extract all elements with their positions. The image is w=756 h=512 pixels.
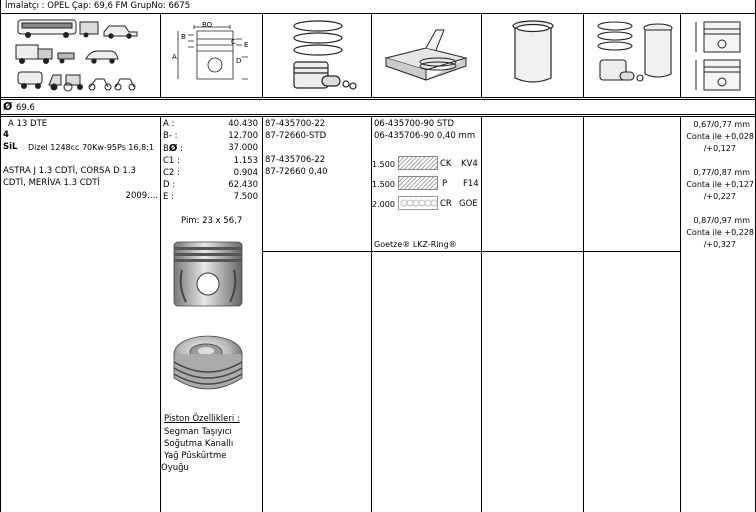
dim-label-a: A :	[163, 119, 175, 129]
piston-code: 87-435700-22	[265, 119, 326, 129]
oversize-pistons-icon	[684, 16, 754, 96]
piston-code: 87-435706-22	[265, 155, 326, 165]
ring-width: 1.500	[372, 160, 395, 169]
diagram-label-bo: BO	[202, 21, 213, 29]
dim-value-c1: 1.153	[233, 156, 258, 166]
grid-line	[262, 251, 680, 252]
header-text: İmalatçı : OPEL Çap: 69,6 FM GrupNo: 6675	[5, 1, 191, 11]
ring-type: CK	[440, 159, 452, 169]
dim-value-a: 40.430	[228, 119, 258, 129]
ring-spec: KV4	[461, 159, 478, 169]
clearance-note: Conta ile +0,127	[686, 180, 754, 189]
grid-line	[680, 13, 681, 97]
piston-code: 87-72660-STD	[265, 131, 327, 141]
sil-label: SiL	[3, 142, 18, 152]
piston-code: 87-72660 0,40	[265, 167, 328, 177]
grid-line	[0, 13, 756, 14]
grid-line	[0, 116, 756, 117]
grid-line	[371, 13, 372, 97]
engine-spec: Dizel 1248cc 70Kw-95Ps 16,8:1	[28, 143, 154, 152]
grid-line	[371, 116, 372, 512]
dim-label-b-minus: B- :	[163, 131, 178, 141]
ring-code: 06-435700-90 STD	[374, 119, 455, 129]
clearance-note: /+0,227	[703, 192, 736, 201]
piston-feature-item: Soğutma Kanallı	[164, 439, 234, 449]
ring-width: 1.500	[372, 180, 395, 189]
piston-feature-item: Segman Taşıyıcı	[164, 427, 232, 437]
dim-value-b-dia: 37.000	[228, 143, 258, 153]
ring-type: CR	[440, 199, 452, 209]
ring-compression-icon	[398, 156, 438, 170]
diagram-label-e: E	[244, 41, 249, 49]
ring-type: P	[442, 179, 448, 189]
dim-value-c2: 0.904	[233, 168, 258, 178]
cylinder-liner-icon	[500, 18, 566, 94]
piston-side-photo	[170, 240, 246, 312]
clearance-note: Conta ile +0,028	[686, 132, 754, 141]
ring-code: 06-435706-90 0,40 mm	[374, 131, 476, 141]
models-line-1: ASTRA J 1.3 CDTİ, CORSA D 1.3	[3, 166, 136, 176]
dim-label-c2: C2 :	[163, 168, 180, 178]
diameter-value: 69.6	[16, 103, 35, 113]
grid-line	[0, 99, 756, 100]
ring-spec: GOE	[459, 199, 478, 209]
ring-set-box-icon	[376, 20, 478, 92]
grid-line	[0, 0, 1, 512]
grid-line	[0, 97, 756, 98]
dim-value-e: 7.500	[233, 192, 258, 202]
ring-oil-control-icon	[398, 196, 438, 210]
piston-feature-item: Oyuğu	[161, 463, 189, 473]
diagram-label-d: D	[236, 57, 242, 65]
grid-line	[262, 13, 263, 97]
clearance-range: 0,67/0,77 mm	[693, 120, 750, 129]
ring-brand: Goetze® LKZ-Ring®	[374, 240, 457, 249]
grid-line	[481, 13, 482, 97]
grid-line	[0, 114, 756, 115]
dim-label-d: D :	[163, 180, 176, 190]
full-kit-icon	[590, 16, 678, 96]
ring-scraper-icon	[398, 176, 438, 190]
diameter-symbol: Ø	[3, 100, 13, 113]
pin-size: Pim: 23 x 56,7	[181, 216, 243, 226]
grid-line	[160, 13, 161, 97]
dim-label-b-dia: BØ :	[163, 143, 183, 154]
diagram-label-c: C	[231, 38, 236, 46]
grid-line	[583, 116, 584, 512]
grid-line	[680, 116, 681, 512]
ring-width: 2.000	[372, 200, 395, 209]
dim-label-e: E :	[163, 192, 174, 202]
piston-top-photo	[170, 326, 246, 398]
dim-label-c1: C1 :	[163, 156, 180, 166]
clearance-range: 0,87/0,97 mm	[693, 216, 750, 225]
diagram-label-a: A	[172, 53, 177, 61]
model-year: 2009....	[125, 191, 158, 201]
piston-features-title: Piston Özellikleri :	[164, 414, 240, 424]
piston-dimension-diagram	[164, 17, 259, 95]
vehicle-types-icon	[4, 17, 158, 95]
piston-and-rings-icon	[266, 16, 368, 96]
dim-value-b-minus: 12.700	[228, 131, 258, 141]
grid-line	[262, 116, 263, 512]
grid-line	[481, 116, 482, 512]
diagram-label-b: B	[181, 33, 186, 41]
ring-spec: F14	[463, 179, 479, 189]
clearance-note: /+0,327	[703, 240, 736, 249]
cylinder-count: 4	[3, 130, 9, 140]
dim-value-d: 62.430	[228, 180, 258, 190]
clearance-range: 0,77/0,87 mm	[693, 168, 750, 177]
grid-line	[583, 13, 584, 97]
piston-feature-item: Yağ Püskürtme	[164, 451, 227, 461]
grid-line	[160, 116, 161, 512]
models-line-2: CDTİ, MERİVA 1.3 CDTİ	[3, 178, 100, 188]
engine-code: A 13 DTE	[8, 119, 48, 129]
clearance-note: /+0,127	[703, 144, 736, 153]
clearance-note: Conta ile +0,228	[686, 228, 754, 237]
